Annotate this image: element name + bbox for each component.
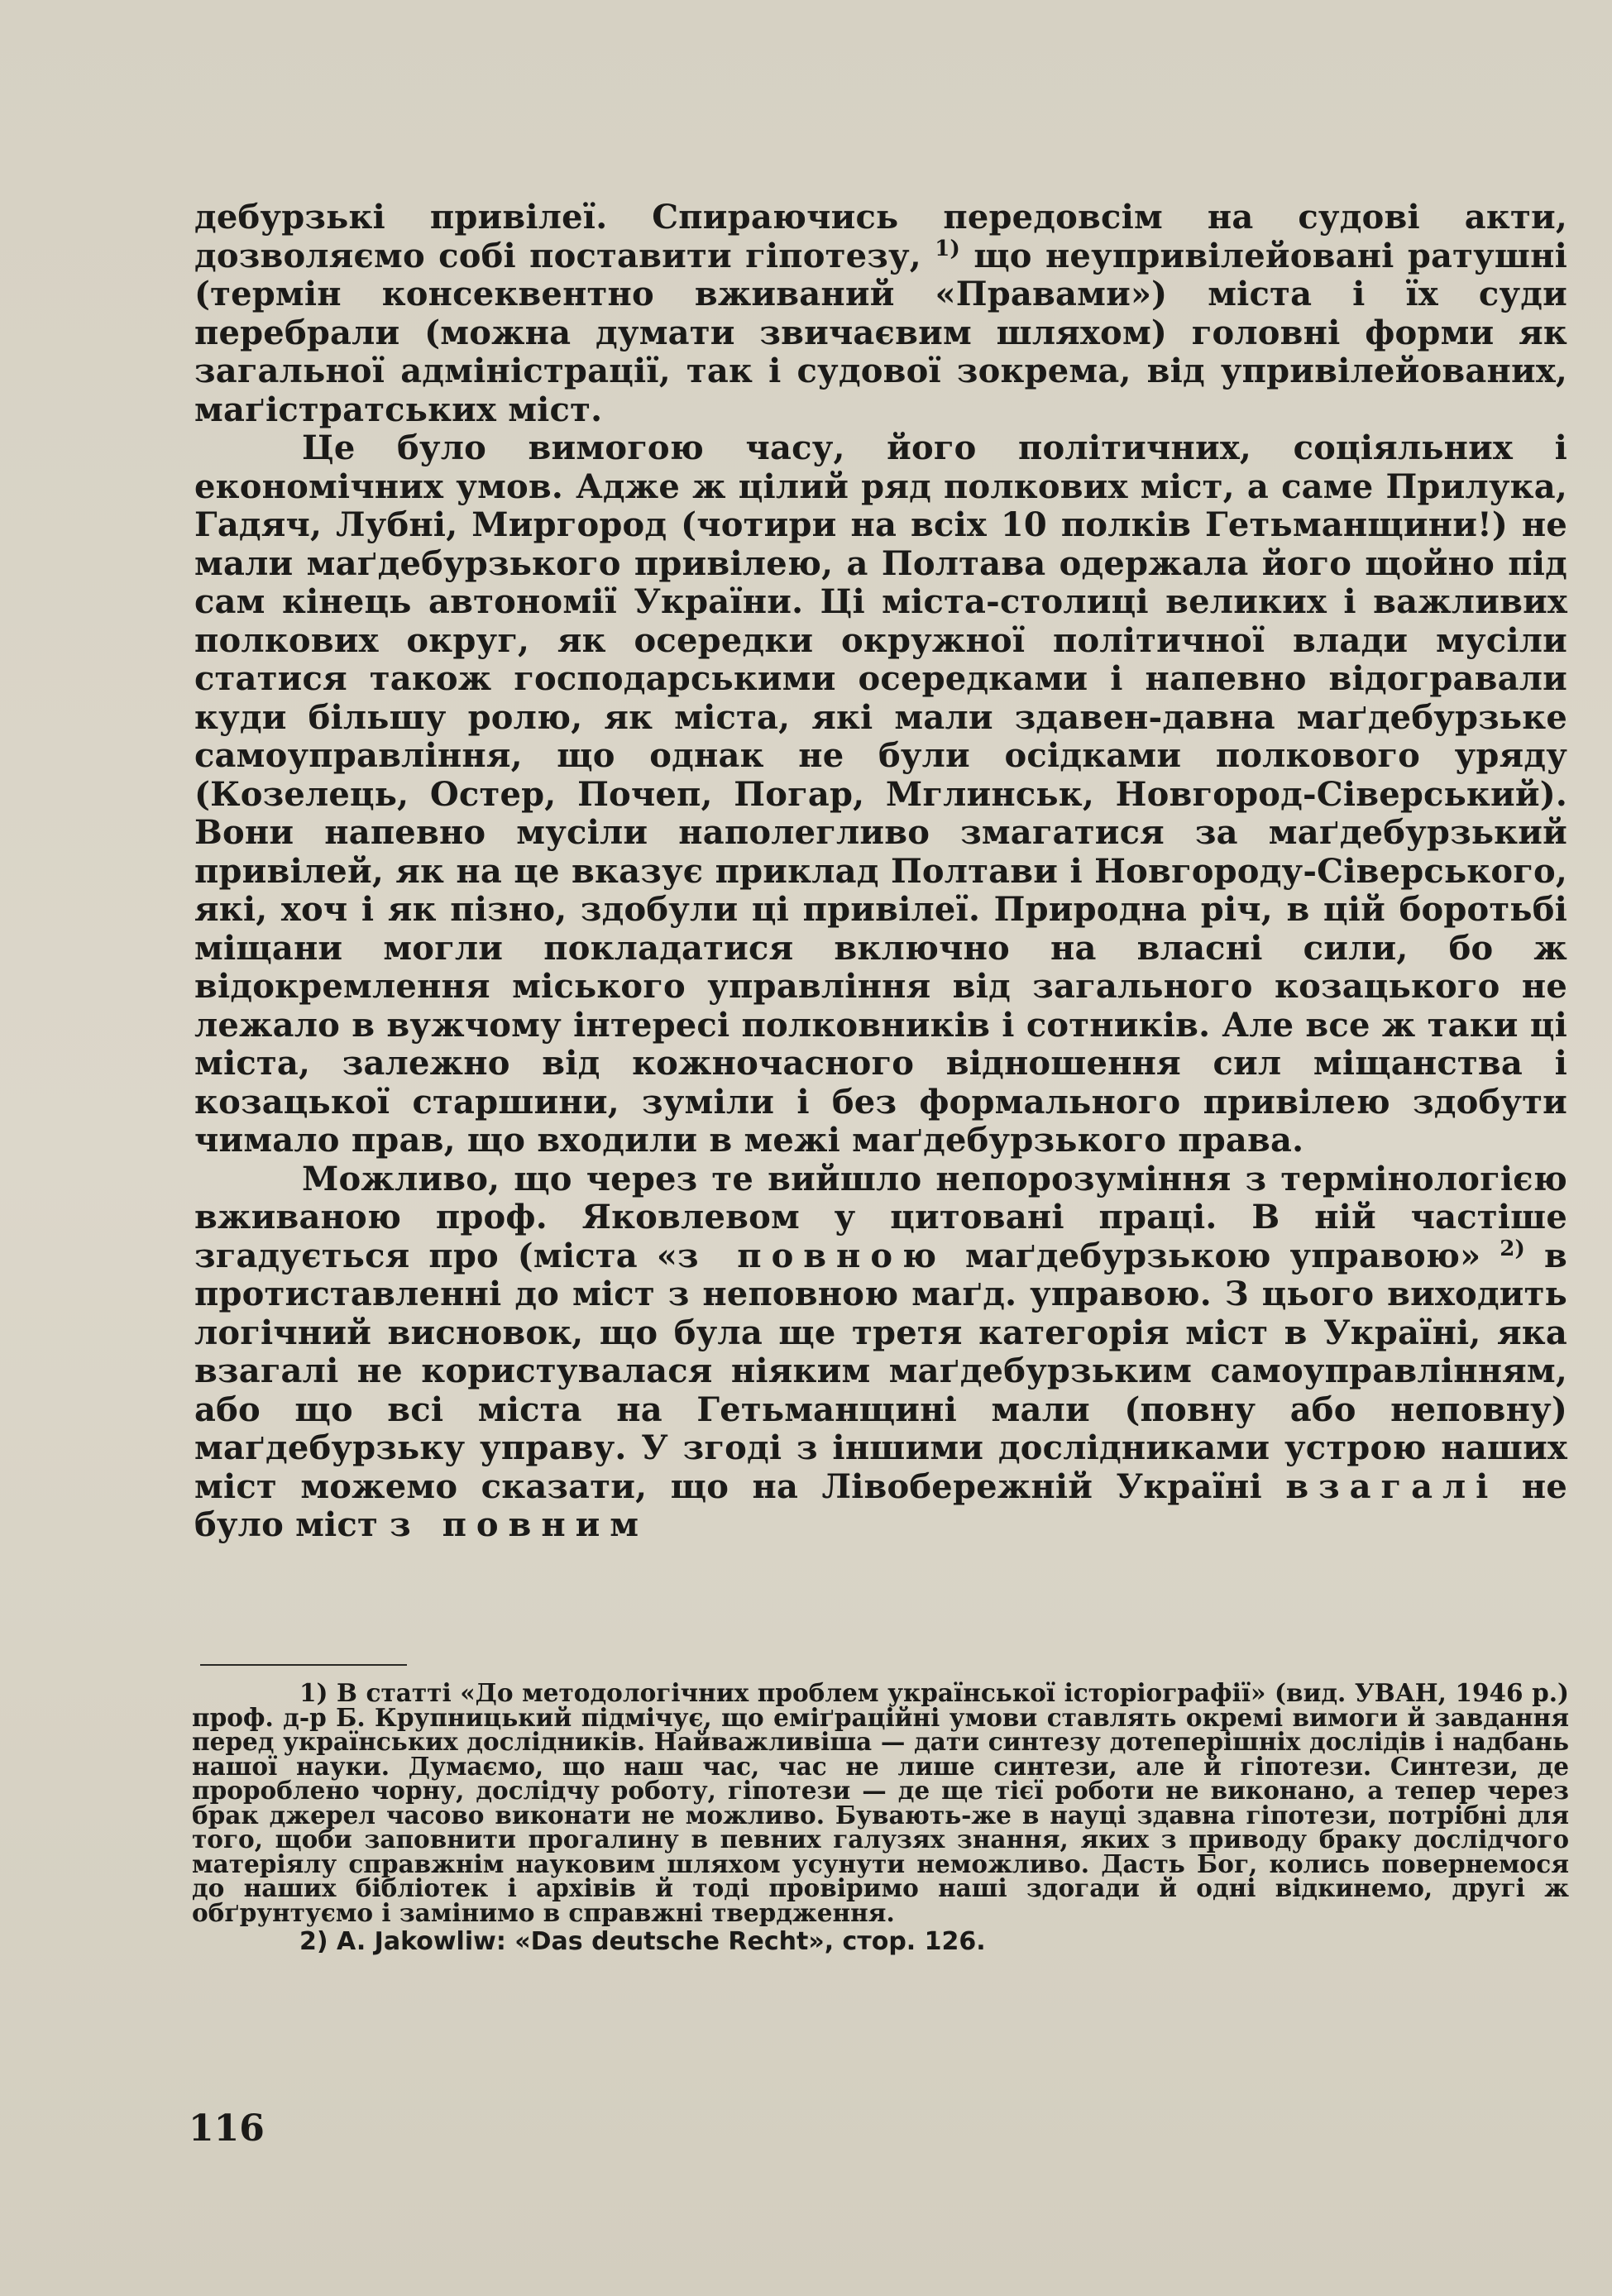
spaced-emphasis-2: взагалі bbox=[1285, 1466, 1499, 1506]
footnote-ref-1: 1) bbox=[935, 236, 961, 261]
footnote-1: 1) В статті «До методологічних проблем української історіографії» (вид. УВАН, 1946 р.) проф. д-р Б. Крупницький підмічує, що еміґраційні умови ставлять окремі вимоги й завдання перед українських дослідників. Найважливіша — дати синтезу дотеперішніх дослідів і надбань нашої науки. Думаємо, що наш час, час не лише синтези, але й гіпотези. Синтези, де пророблено чорну, дослідчу роботу, гіпотези — де ще тієї роботи не виконано, а тепер через брак джерел часово виконати не можливо. Бувають-же в науці здавна гіпотези, потрібні для того, щоби заповнити прогалину в певних галузях знання, яких з приводу браку дослідчого матеріялу справжнім науковим шляхом усунути неможливо. Дасть Бог, колись повернемося до наших бібліотек і архівів й тоді провіримо наші здогади й одні відкинемо, другі ж обґрунтуємо і замінимо в справжні твердження. bbox=[192, 1678, 1569, 1927]
paragraph-3: Можливо, що через те вийшло непорозуміння з термінологією вживаною проф. Яковлевом у цитовані праці. В ній частіше згадується про (міста «з повною маґдебурзькою управою» $^{2)}$ в протиставленні до міст з неповною маґд. управою. З цього виходить логічний висновок, що була ще третя категорія міст в Україні, яка взагалі не користувалася ніяким маґдебурзьким самоуправлінням, або що всі міста на Гетьманщині мали (повну або неповну) маґдебурзьку управу. У згоді з іншими дослідниками устрою наших міст можемо сказати, що на Лівобережній Україні взагалі не було міст з повним bbox=[194, 1159, 1567, 1544]
paragraph-2: Це було вимогою часу, його політичних, соціяльних і економічних умов. Адже ж цілий ряд полкових міст, а саме Прилука, Гадяч, Лубні, Миргород (чотири на всіх 10 полків Гетьманщини!) не мали маґдебурзького привілею, а Полтава одержала його щойно під сам кінець автономії України. Ці міста-столиці великих і важливих полкових округ, як осередки окружної політичної влади мусіли статися також господарськими осередками і напевно відогравали куди більшу ролю, як міста, які мали здавен-давна маґдебурзьке самоуправління, що однак не були осідками полкового уряду (Козелець, Остер, Почеп, Погар, Мглинськ, Новгород-Сіверський). Вони напевно мусіли наполегливо змагатися за маґдебурзький привілей, як на це вказує приклад Полтави і Новгороду-Сіверського, які, хоч і як пізно, здобули ці привілеї. Природна річ, в цій боротьбі міщани могли покладатися включно на власні сили, бо ж відокремлення міського управління від загального козацького не лежало в вужчому інтересі полковників і сотників. Але все ж таки ці міста, залежно від кожночасного відношення сил міщанства і козацької старшини, зуміли і без формального привілею здобути чимало прав, що входили в межі маґдебурзького права. bbox=[194, 428, 1567, 1160]
footnote-2: 2) A. Jakowliw: «Das deutsche Recht», стор. 126. bbox=[299, 1927, 986, 1956]
spaced-emphasis-3: з повним bbox=[390, 1505, 649, 1544]
main-text bbox=[194, 199, 1567, 1545]
footnotes bbox=[192, 1678, 1569, 1956]
paragraph-1: дебурзькі привілеї. Спираючись передовсім на судові акти, дозволяємо собі поставити гіпотезу, $^{1)}$ що неупривілейовані ратушні (термін консеквентно вживаний «Правами») міста і їх суди перебрали (можна думати звичаєвим шляхом) головні форми як загальної адміністрації, так і судової зокрема, від упривілейованих, маґістратських міст. bbox=[194, 198, 1567, 429]
spaced-emphasis-1: з повною bbox=[677, 1236, 947, 1275]
page-number: 116 bbox=[189, 2107, 265, 2150]
footnote-divider bbox=[200, 1664, 407, 1666]
footnote-ref-2: 2) bbox=[1500, 1236, 1526, 1261]
